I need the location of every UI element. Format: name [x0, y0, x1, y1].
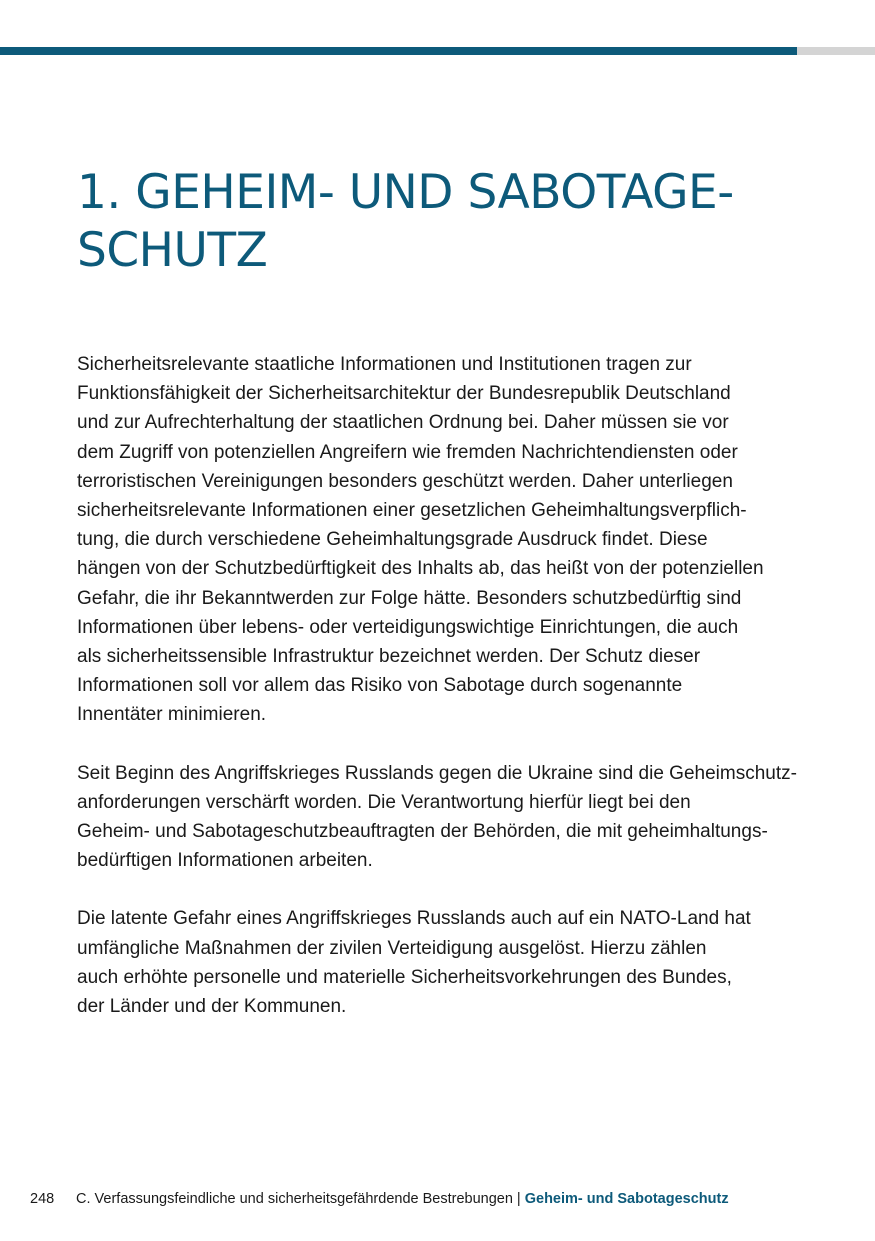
page-footer [30, 1188, 729, 1210]
text-line: sicherheitsrelevante Informationen einer gesetzlichen Geheimhaltungsverpflich- [77, 500, 747, 522]
text-line: terroristischen Vereinigungen besonders geschützt werden. Daher unterliegen [77, 470, 733, 492]
paragraph-3 [77, 904, 802, 1021]
text-line: Die latente Gefahr eines Angriffskrieges Russlands auch auf ein NATO-Land hat [77, 908, 751, 930]
text-line: hängen von der Schutzbedürftigkeit des Inhalts ab, das heißt von der potenziellen [77, 558, 764, 580]
body-text [77, 350, 802, 1050]
footer-section: Geheim- und Sabotageschutz [524, 1191, 729, 1207]
page-title-line: SCHUTZ [77, 223, 268, 278]
text-line: und zur Aufrechterhaltung der staatlichen Ordnung bei. Daher müssen sie vor [77, 412, 729, 434]
top-gray-bar [797, 47, 875, 55]
page-title-line: 1. GEHEIM- UND SABOTAGE- [77, 165, 734, 220]
text-line: der Länder und der Kommunen. [77, 996, 347, 1018]
page-number: 248 [30, 1191, 55, 1207]
paragraph-2 [77, 759, 802, 876]
text-line: Informationen über lebens- oder verteidigungswichtige Einrichtungen, die auch [77, 616, 739, 638]
footer-chapter: C. Verfassungsfeindliche und sicherheitsgefährdende Bestrebungen | [76, 1191, 525, 1207]
top-accent-bar [0, 47, 797, 55]
text-line: tung, die durch verschiedene Geheimhaltungsgrade Ausdruck findet. Diese [77, 529, 708, 551]
text-line: Gefahr, die ihr Bekanntwerden zur Folge hätte. Besonders schutzbedürftig sind [77, 587, 742, 609]
text-line: Geheim- und Sabotageschutzbeauftragten der Behörden, die mit geheimhaltungs- [77, 821, 768, 843]
text-line: auch erhöhte personelle und materielle Sicherheitsvorkehrungen des Bundes, [77, 966, 732, 988]
text-line: umfängliche Maßnahmen der zivilen Verteidigung ausgelöst. Hierzu zählen [77, 937, 707, 959]
text-line: dem Zugriff von potenziellen Angreifern wie fremden Nachrichtendiensten oder [77, 441, 738, 463]
text-line: Funktionsfähigkeit der Sicherheitsarchitektur der Bundesrepublik Deutschland [77, 383, 731, 405]
text-line: anforderungen verschärft worden. Die Verantwortung hierfür liegt bei den [77, 791, 691, 813]
text-line: Informationen soll vor allem das Risiko von Sabotage durch sogenannte [77, 675, 683, 697]
page-title [77, 164, 817, 280]
text-line: bedürftigen Informationen arbeiten. [77, 850, 373, 872]
paragraph-1 [77, 350, 802, 730]
text-line: Innentäter minimieren. [77, 704, 267, 726]
text-line: Seit Beginn des Angriffskrieges Russlands gegen die Ukraine sind die Geheimschutz- [77, 762, 797, 784]
text-line: als sicherheitssensible Infrastruktur bezeichnet werden. Der Schutz dieser [77, 646, 701, 668]
text-line: Sicherheitsrelevante staatliche Informationen und Institutionen tragen zur [77, 354, 692, 375]
